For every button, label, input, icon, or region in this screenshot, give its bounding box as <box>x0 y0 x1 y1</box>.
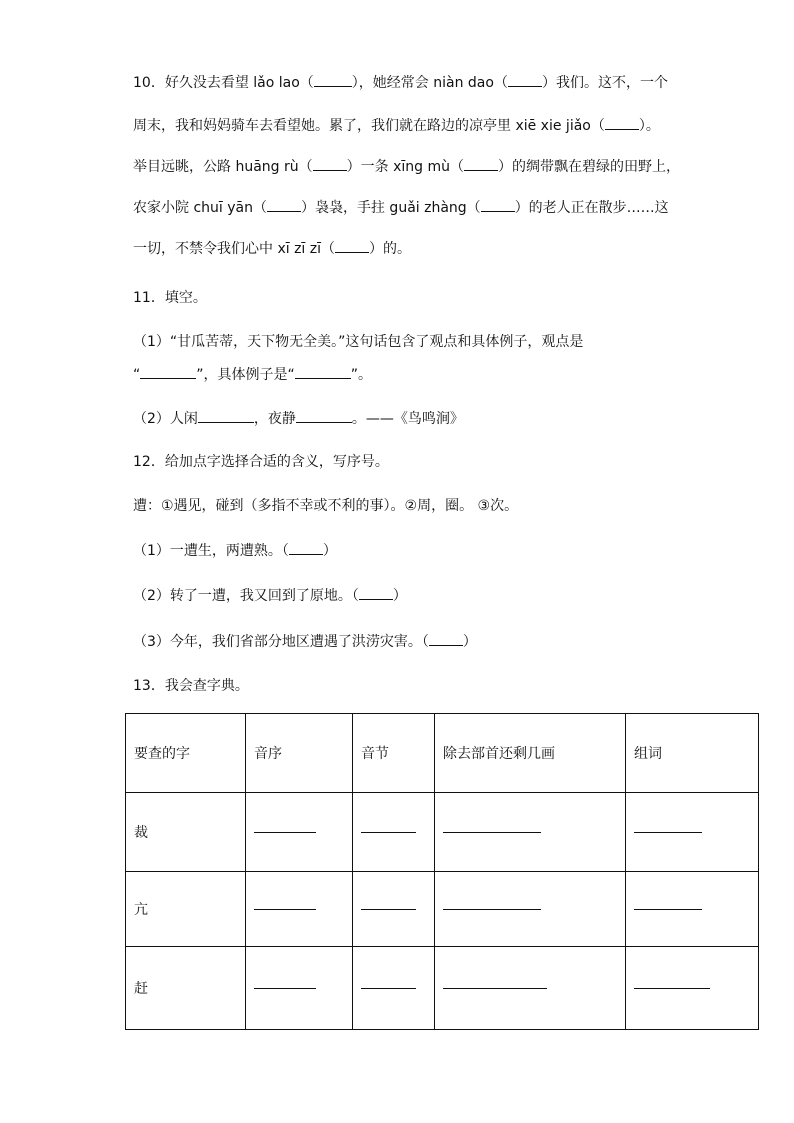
table-row <box>126 872 759 947</box>
table-row <box>126 947 759 1030</box>
answer-blank[interactable] <box>313 156 347 171</box>
answer-blank[interactable] <box>464 156 498 171</box>
answer-blank[interactable] <box>296 408 352 423</box>
answer-line[interactable] <box>254 987 316 989</box>
answer-blank[interactable] <box>481 197 515 212</box>
answer-line[interactable] <box>361 831 416 833</box>
answer-blank[interactable] <box>359 585 393 600</box>
q11-title: 11．填空。 <box>133 290 207 306</box>
answer-line[interactable] <box>443 831 541 833</box>
answer-blank[interactable] <box>605 115 639 130</box>
answer-cell[interactable] <box>246 793 353 872</box>
answer-line[interactable] <box>634 987 710 989</box>
answer-blank[interactable] <box>314 72 352 87</box>
answer-blank[interactable] <box>289 540 323 555</box>
answer-cell[interactable] <box>435 872 626 947</box>
q11-part2: （2）人闲 ，夜静 。——《鸟鸣涧》 <box>133 408 464 429</box>
answer-cell[interactable] <box>246 947 353 1030</box>
q10-line-4: 农家小院 chuī yān（ ）袅袅，手拄 guǎi zhàng（ ）的老人正在散步……这 <box>133 197 669 218</box>
header-cell: 音序 <box>246 714 353 793</box>
answer-cell[interactable] <box>626 872 759 947</box>
answer-line[interactable] <box>254 908 316 910</box>
answer-blank[interactable] <box>198 408 254 423</box>
q12-definition: 遭：①遇见，碰到（多指不幸或不利的事）。②周，圈。 ③次。 <box>133 498 519 514</box>
dictionary-table <box>125 713 759 1030</box>
q12-sentence-1: （1）一遭生，两遭熟。（ ） <box>133 540 337 561</box>
table-row <box>126 793 759 872</box>
answer-blank[interactable] <box>508 72 542 87</box>
q12-sentence-3: （3）今年，我们省部分地区遭遇了洪涝灾害。（ ） <box>133 631 477 652</box>
answer-cell[interactable] <box>435 793 626 872</box>
header-cell: 要查的字 <box>126 714 246 793</box>
answer-cell[interactable] <box>353 947 435 1030</box>
answer-line[interactable] <box>443 987 547 989</box>
q10-line-5: 一切，不禁令我们心中 xī zī zī（ ）的。 <box>133 238 411 259</box>
char-cell: 亢 <box>126 872 246 947</box>
q10-line-3: 举目远眺，公路 huāng rù（ ）一条 xīng mù（ ）的绸带飘在碧绿的田野上， <box>133 156 680 177</box>
answer-blank[interactable] <box>429 631 463 646</box>
answer-cell[interactable] <box>626 947 759 1030</box>
answer-line[interactable] <box>361 987 416 989</box>
q10-line-2: 周末，我和妈妈骑车去看望她。累了，我们就在路边的凉亭里 xiē xie jiǎo（ ）。 <box>133 115 660 136</box>
answer-blank[interactable] <box>335 238 369 253</box>
answer-cell[interactable] <box>246 872 353 947</box>
header-cell: 除去部首还剩几画 <box>435 714 626 793</box>
answer-line[interactable] <box>254 831 316 833</box>
q10-line-1: 10．好久没去看望 lǎo lao（ ），她经常会 niàn dao（ ）我们。这不，一个 <box>133 72 668 93</box>
q12-sentence-2: （2）转了一遭，我又回到了原地。（ ） <box>133 585 407 606</box>
header-cell: 组词 <box>626 714 759 793</box>
answer-cell[interactable] <box>435 947 626 1030</box>
q13-title: 13．我会查字典。 <box>133 678 249 694</box>
answer-cell[interactable] <box>353 872 435 947</box>
q11-part1-line1: （1）“甘瓜苦蒂，天下物无全美。”这句话包含了观点和具体例子，观点是 <box>133 334 584 350</box>
answer-line[interactable] <box>443 908 541 910</box>
answer-blank[interactable] <box>140 364 196 379</box>
char-cell: 赶 <box>126 947 246 1030</box>
answer-cell[interactable] <box>626 793 759 872</box>
answer-cell[interactable] <box>353 793 435 872</box>
header-cell: 音节 <box>353 714 435 793</box>
table-header-row <box>126 714 759 793</box>
q11-part1-line2: “ ”，具体例子是“ ”。 <box>133 364 372 385</box>
answer-line[interactable] <box>361 908 416 910</box>
answer-blank[interactable] <box>267 197 301 212</box>
answer-blank[interactable] <box>295 364 351 379</box>
char-cell: 裁 <box>126 793 246 872</box>
answer-line[interactable] <box>634 831 702 833</box>
q12-title: 12．给加点字选择合适的含义，写序号。 <box>133 454 389 470</box>
answer-line[interactable] <box>634 908 702 910</box>
